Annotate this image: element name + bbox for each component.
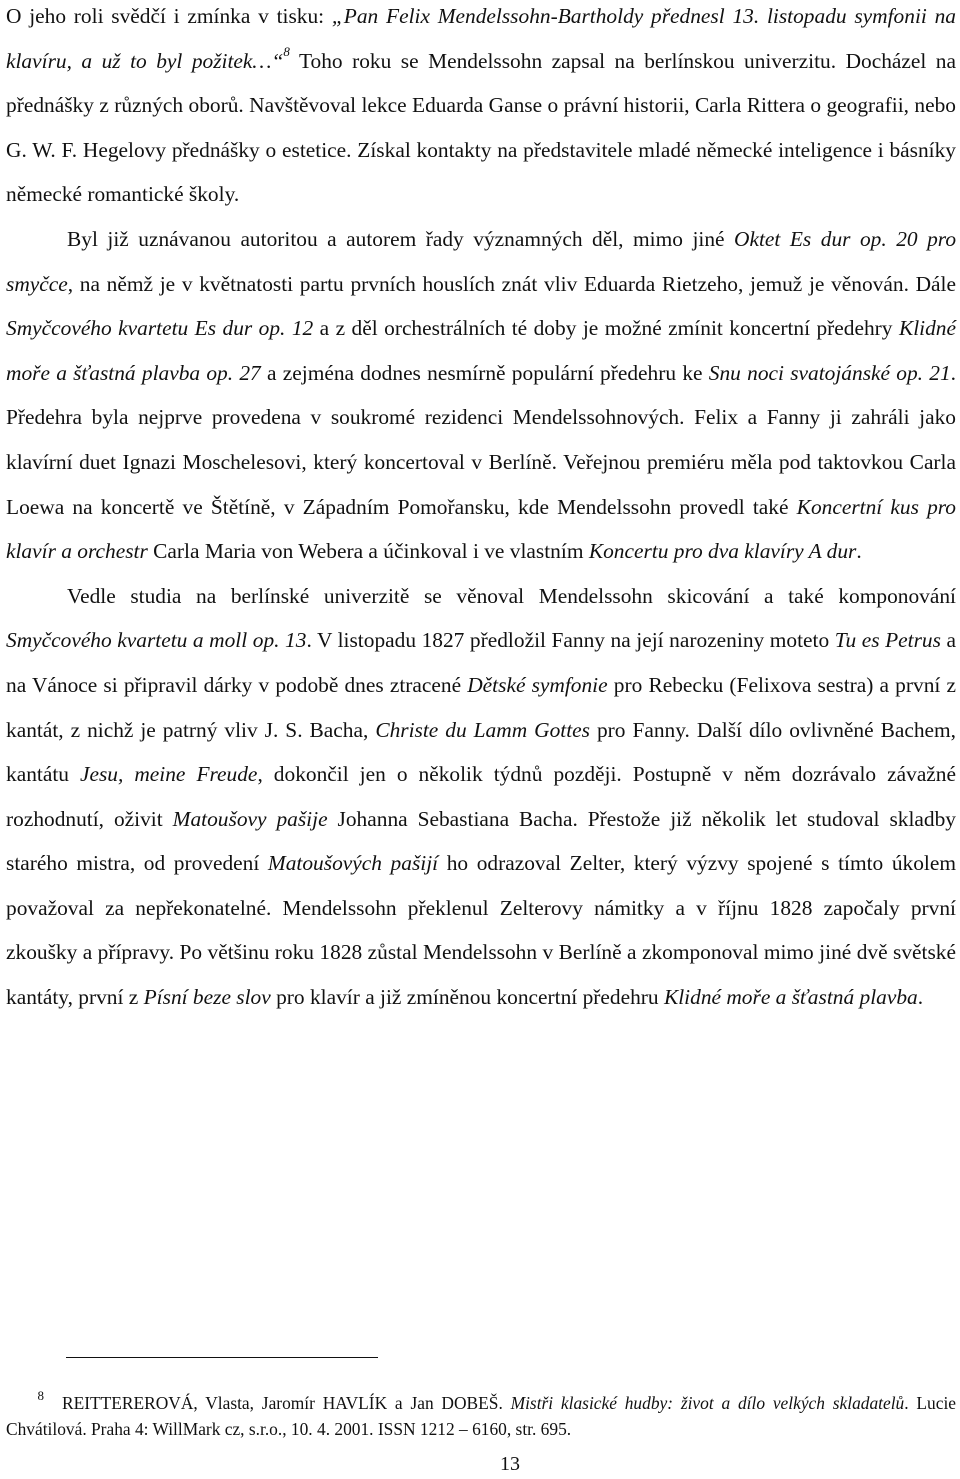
text-run: . [856, 539, 862, 564]
text-run: REITTEREROVÁ, Vlasta, Jaromír HAVLÍK a Jan DOBEŠ. [62, 1393, 511, 1413]
text-run: Toho roku se Mendelssohn zapsal na berlínskou univerzitu. Docházel na přednášky z různých oborů. Navštěvoval lekce Eduarda Ganse o právní historii, Carla Rittera o geografii, nebo G. W. F. Hegelovy přednášky o estetice. Získal kontakty na představitele mladé německé inteligence i básníky německé romantické školy. [6, 48, 956, 207]
paragraph-3 [6, 574, 956, 1020]
body-text [6, 0, 956, 1020]
footnote-separator [66, 1357, 378, 1358]
italic-title: „Pan Felix Mendelssohn-Bartholdy přednesl 13. listopadu symfonii na klavíru, a už to byl požitek…“ [6, 4, 956, 73]
text-run: Vedle studia na berlínské univerzitě se věnoval Mendelssohn skicování a také komponování [67, 583, 956, 608]
italic-title: Koncertu pro dva klavíry A dur [588, 539, 857, 564]
text-run: a zejména dodnes nesmírně populární předehru ke [260, 360, 709, 385]
page-number: 13 [500, 1453, 520, 1475]
italic-title: Dětské symfonie [467, 672, 608, 697]
text-run: . [917, 985, 924, 1010]
italic-title: Christe du Lamm Gottes [375, 717, 590, 742]
footnote-reference: 8 [283, 44, 290, 60]
text-run: Carla Maria von Webera a účinkoval i ve vlastním [147, 539, 589, 564]
text-run: , dokončil jen o několik týdnů později. Postupně v něm dozrávalo závažné rozhodnutí, oživit [6, 762, 956, 831]
italic-title: Koncertní kus pro klavír a orchestr [6, 494, 956, 564]
italic-title: Písní beze slov [143, 985, 271, 1010]
italic-title: Klidné moře a šťastná plavba [663, 985, 918, 1010]
italic-title: Oktet Es dur op. 20 pro smyčce [6, 226, 957, 296]
italic-title: Smyčcového kvartetu a moll op. 13 [6, 628, 307, 653]
text-run: pro klavír a již zmíněnou koncertní předehru [270, 985, 664, 1010]
footnote: 8 REITTEREROVÁ, Vlasta, Jaromír HAVLÍK a Jan DOBEŠ. Mistři klasické hudby: život a dílo velkých skladatelů. Lucie Chvátilová. Praha 4: WillMark cz, s.r.o., 10. 4. 2001. ISSN 1212 – 6160, str. 695. [6, 1388, 956, 1439]
text-run: a na Vánoce si připravil dárky v podobě dnes ztracené [6, 628, 957, 697]
text-run: pro Fanny. Další dílo ovlivněné Bachem, kantátu [6, 717, 956, 787]
text-run: . Předehra byla nejprve provedena v soukromé rezidenci Mendelssohnových. Felix a Fanny ji zahráli jako klavírní duet Ignazi Moschelesovi, který koncertoval v Berlíně. Veřejnou premiéru měla pod taktovkou Carla Loewa na koncertě ve Štětíně, v Západním Pomořansku, kde Mendelssohn provedl také [6, 360, 957, 519]
text-run: . V listopadu 1827 předložil Fanny na její narozeniny moteto [306, 628, 835, 653]
text-run: pro Rebecku (Felixova sestra) a první z kantát, z nichž je patrný vliv J. S. Bacha, [6, 672, 956, 742]
text-run: , na němž je v květnatosti partu prvních houslích znát vliv Eduarda Rietzeho, jemuž je věnován. Dále [67, 271, 956, 296]
text-run: O jeho roli svědčí i zmínka v tisku: [6, 4, 332, 28]
paragraph-2 [6, 217, 956, 574]
italic-title: Matoušových pašijí [267, 851, 439, 876]
text-run: Byl již uznávanou autoritou a autorem řady významných děl, mimo jiné [67, 226, 735, 251]
text-run: . Lucie Chvátilová. Praha 4: WillMark cz, s.r.o., 10. 4. 2001. ISSN 1212 – 6160, str. 695. [6, 1393, 956, 1439]
text-run: ho odrazoval Zelter, který výzvy spojené s tímto úkolem považoval za nepřekonatelné. Mendelssohn překlenul Zelterovy námitky a v říjnu 1828 započaly první zkoušky a přípravy. Po většinu roku 1828 zůstal Mendelssohn v Berlíně a zkomponoval mimo jiné dvě světské kantáty, první z [6, 851, 957, 1010]
text-run: Johanna Sebastiana Bacha. Přestože již několik let studoval skladby starého mistra, od provedení [6, 806, 956, 876]
italic-title: Snu noci svatojánské op. 21 [708, 360, 951, 385]
text-run: a z děl orchestrálních té doby je možné zmínit koncertní předehry [313, 316, 899, 341]
italic-title: Tu es Petrus [834, 628, 941, 653]
paragraph-1 [6, 0, 956, 217]
italic-title: Mistři klasické hudby: život a dílo velkých skladatelů [510, 1393, 905, 1413]
italic-title: Jesu, meine Freude [79, 762, 258, 787]
italic-title: Smyčcového kvartetu Es dur op. 12 [6, 316, 314, 341]
italic-title: Matoušovy pašije [172, 806, 328, 831]
italic-title: Klidné moře a šťastná plavba op. 27 [6, 316, 956, 385]
footnote-text [6, 1393, 956, 1439]
